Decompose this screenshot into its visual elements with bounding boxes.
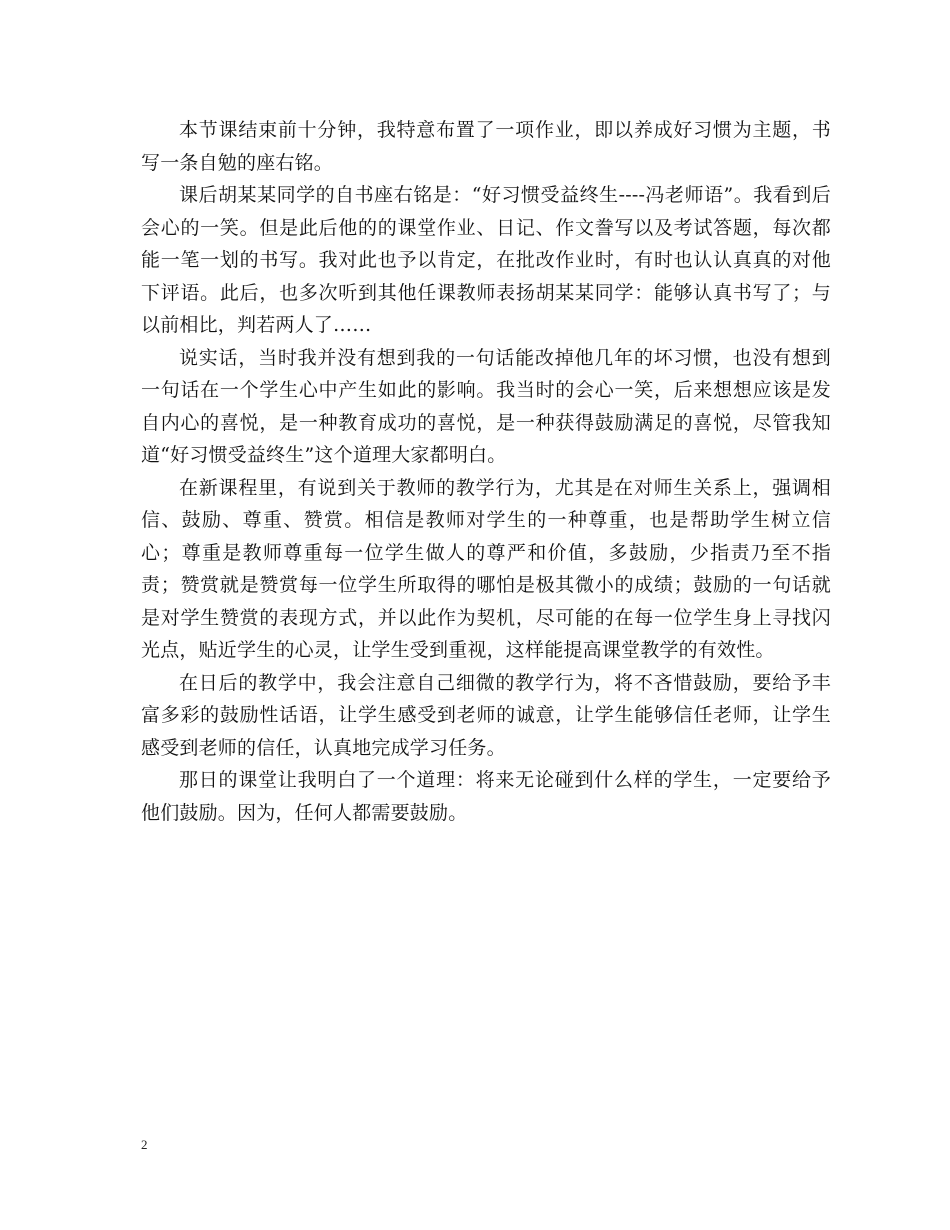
paragraph-6: 那日的课堂让我明白了一个道理：将来无论碰到什么样的学生，一定要给予他们鼓励。因为，任何人都需要鼓励。 <box>141 769 831 824</box>
body-text <box>141 114 831 829</box>
paragraph-5: 在日后的教学中，我会注意自己细微的教学行为，将不吝惜鼓励，要给予丰富多彩的鼓励性话语，让学生感受到老师的诚意，让学生能够信任老师，让学生感受到老师的信任，认真地完成学习任务。 <box>141 671 831 759</box>
paragraph-4: 在新课程里，有说到关于教师的教学行为，尤其是在对师生关系上，强调相信、鼓励、尊重、赞赏。相信是教师对学生的一种尊重，也是帮助学生树立信心；尊重是教师尊重每一位学生做人的尊严和价值，多鼓励，少指责乃至不指责；赞赏就是赞赏每一位学生所取得的哪怕是极其微小的成绩；鼓励的一句话就是对学生赞赏的表现方式，并以此作为契机，尽可能的在每一位学生身上寻找闪光点，贴近学生的心灵，让学生受到重视，这样能提高课堂教学的有效性。 <box>141 476 831 661</box>
paragraph-2: 课后胡某某同学的自书座右铭是：“好习惯受益终生----冯老师语”。我看到后会心的一笑。但是此后他的的课堂作业、日记、作文誊写以及考试答题，每次都能一笔一划的书写。我对此也予以肯定，在批改作业时，有时也认认真真的对他下评语。此后，也多次听到其他任课教师表扬胡某某同学：能够认真书写了；与以前相比，判若两人了…… <box>141 184 831 336</box>
paragraph-1: 本节课结束前十分钟，我特意布置了一项作业，即以养成好习惯为主题，书写一条自勉的座右铭。 <box>141 119 831 174</box>
page-number: 2 <box>141 1137 148 1152</box>
paragraph-3: 说实话，当时我并没有想到我的一句话能改掉他几年的坏习惯，也没有想到一句话在一个学生心中产生如此的影响。我当时的会心一笑，后来想想应该是发自内心的喜悦，是一种教育成功的喜悦，是一种获得鼓励满足的喜悦，尽管我知道“好习惯受益终生”这个道理大家都明白。 <box>141 346 831 466</box>
